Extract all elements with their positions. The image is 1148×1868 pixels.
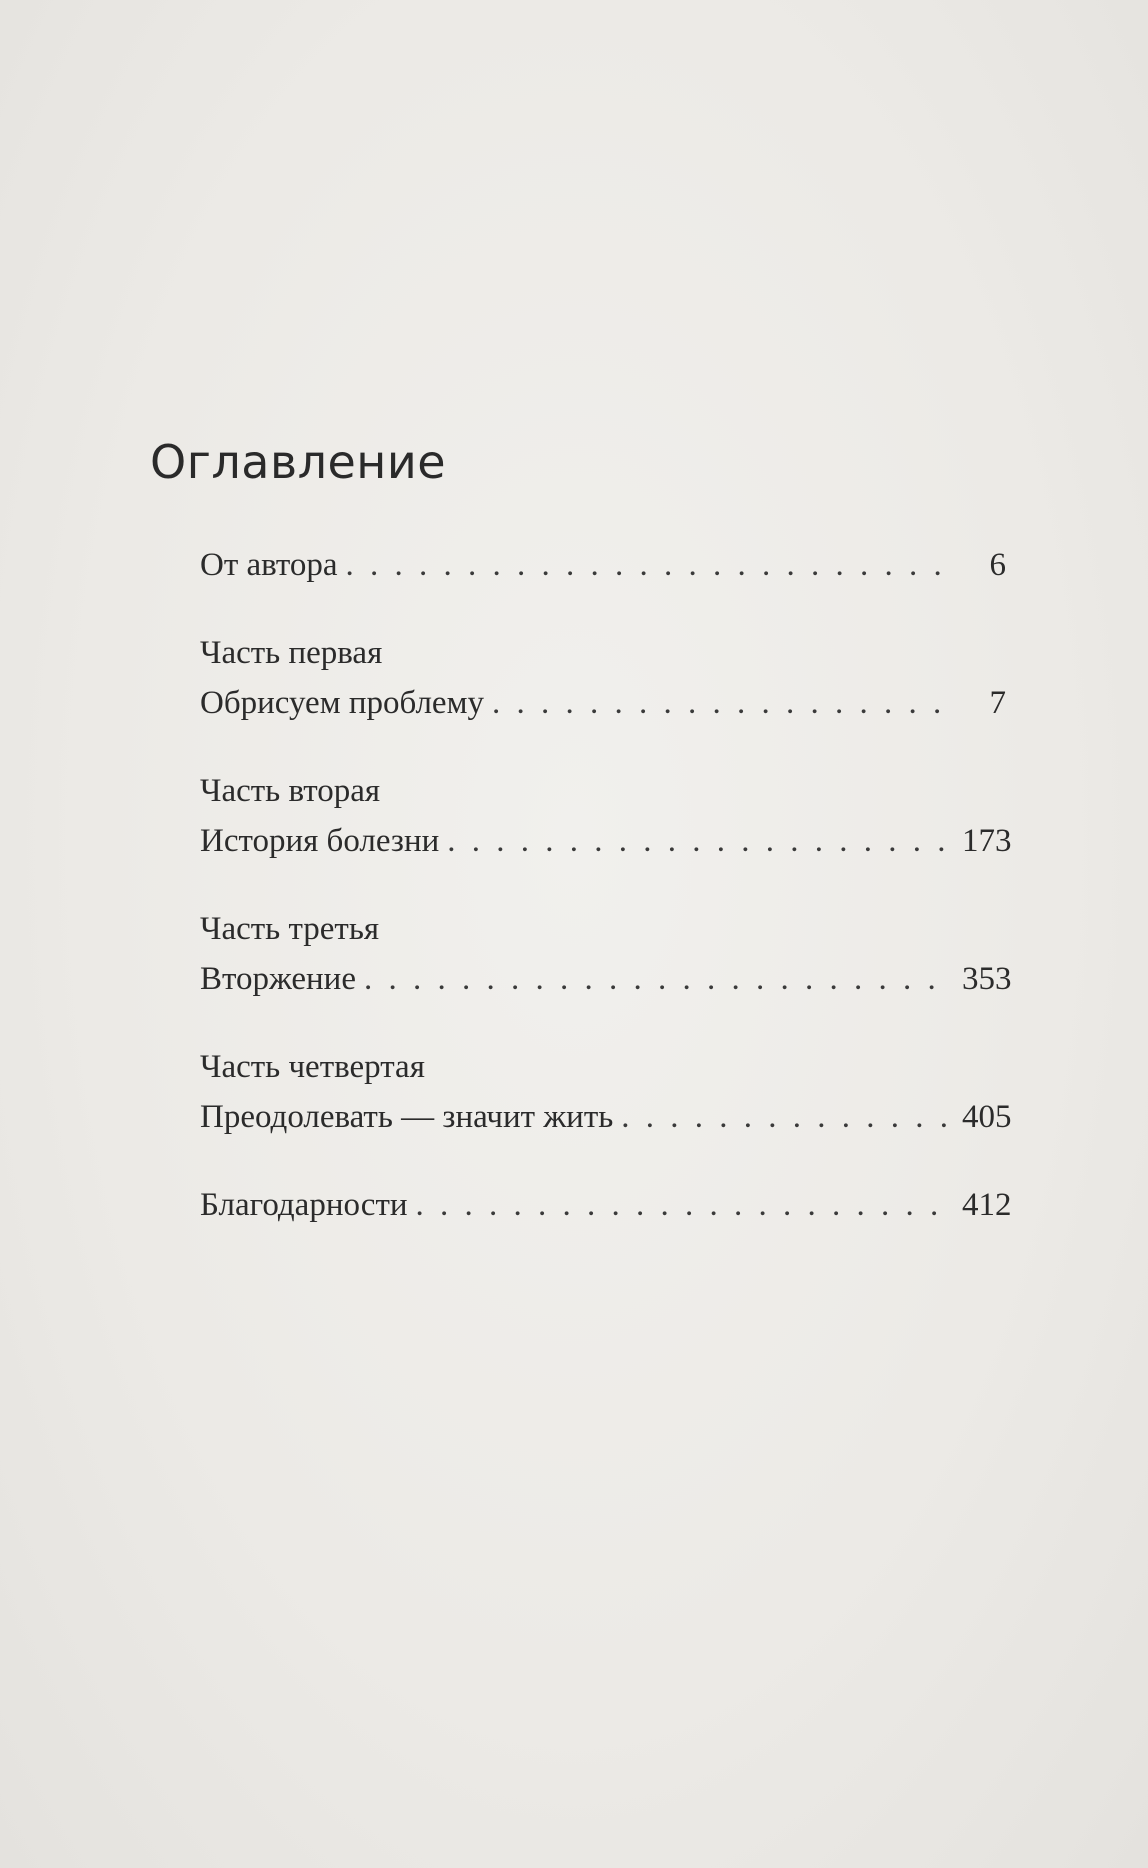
toc-entry-page: 6 bbox=[989, 547, 1006, 583]
toc-entry-page: 405 bbox=[962, 1099, 1012, 1135]
toc-entry-title: Обрисуем проблему bbox=[200, 685, 484, 721]
toc-entry bbox=[200, 1092, 1012, 1142]
dot-leader bbox=[346, 540, 952, 590]
toc-part-label: Часть первая bbox=[200, 635, 383, 671]
toc-entry bbox=[200, 1180, 1012, 1230]
dot-leader bbox=[364, 954, 952, 1004]
toc-section-author bbox=[200, 540, 1006, 590]
toc-entry bbox=[200, 540, 1006, 590]
toc-section-part-4 bbox=[200, 1042, 1012, 1142]
dot-leader bbox=[621, 1092, 952, 1142]
table-of-contents bbox=[200, 540, 1012, 1268]
dot-leader bbox=[492, 678, 952, 728]
toc-part-label: Часть вторая bbox=[200, 773, 381, 809]
toc-part-label: Часть четвертая bbox=[200, 1049, 425, 1085]
dot-leader bbox=[447, 816, 952, 866]
toc-entry-title: История болезни bbox=[200, 823, 440, 859]
toc-section-part-3 bbox=[200, 904, 1012, 1004]
toc-entry-title: Преодолевать — значит жить bbox=[200, 1099, 614, 1135]
toc-section-part-2 bbox=[200, 766, 1012, 866]
toc-section-part-1 bbox=[200, 628, 1006, 728]
toc-title: Оглавление bbox=[150, 435, 447, 489]
toc-entry-page: 173 bbox=[962, 823, 1012, 859]
toc-entry-page: 353 bbox=[962, 961, 1012, 997]
toc-part-label: Часть третья bbox=[200, 911, 380, 947]
toc-entry bbox=[200, 954, 1012, 1004]
toc-entry bbox=[200, 816, 1012, 866]
toc-entry-page: 7 bbox=[989, 685, 1006, 721]
toc-section-acknowledgements bbox=[200, 1180, 1012, 1230]
dot-leader bbox=[416, 1180, 952, 1230]
toc-entry-title: Благодарности bbox=[200, 1187, 408, 1223]
toc-entry-page: 412 bbox=[962, 1187, 1012, 1223]
toc-entry-title: Вторжение bbox=[200, 961, 356, 997]
toc-entry-title: От автора bbox=[200, 547, 338, 583]
toc-entry bbox=[200, 678, 1006, 728]
